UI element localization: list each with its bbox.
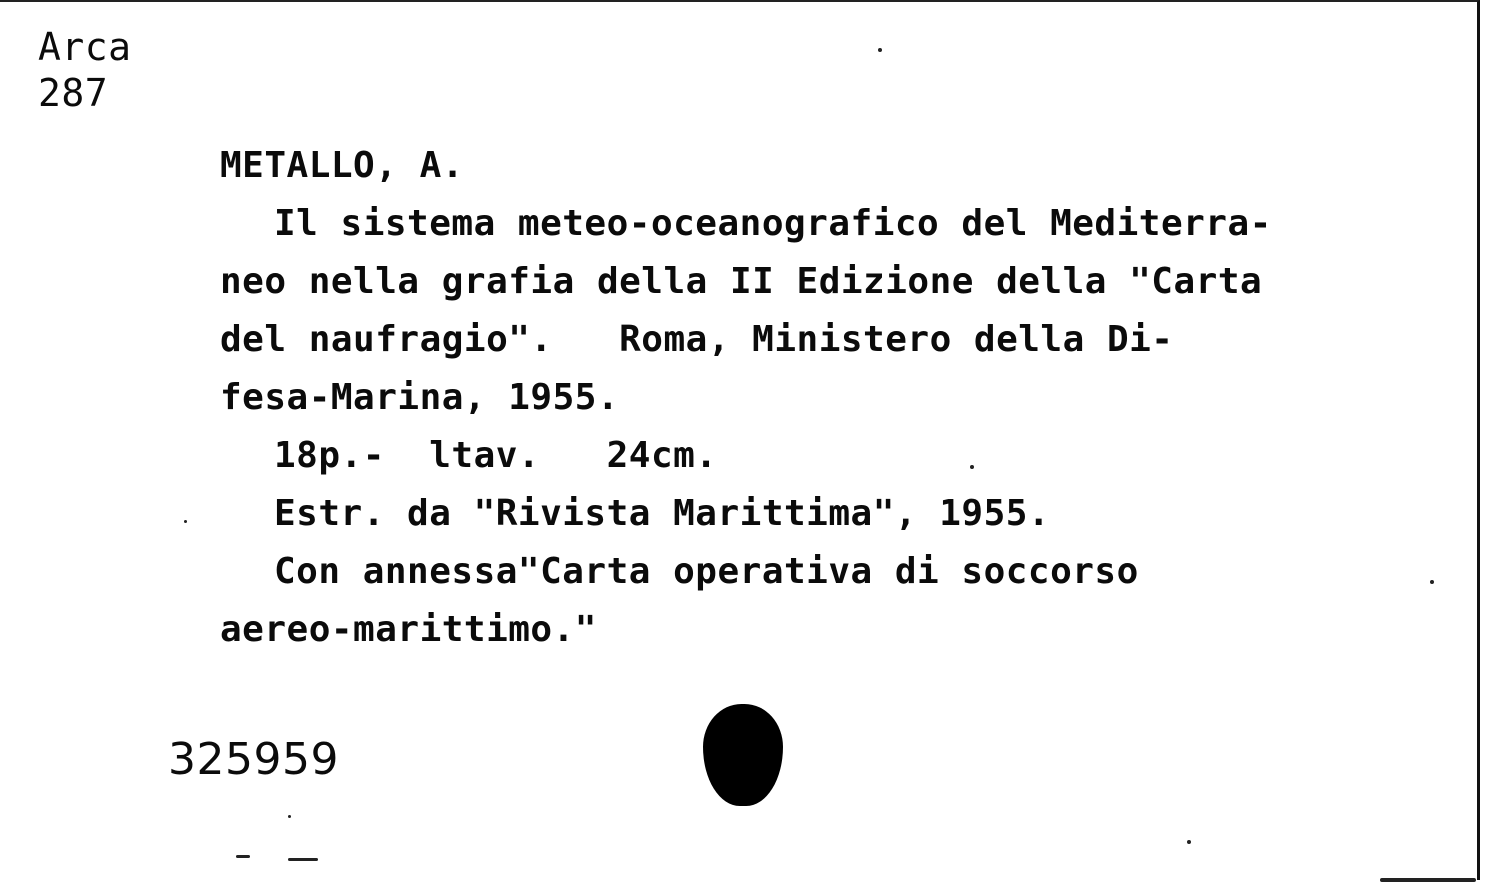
imprint-line-1: del naufragio". Roma, Ministero della Di- — [220, 319, 1174, 360]
shelf-mark-number: 287 — [38, 71, 109, 115]
speck-mark — [1380, 878, 1476, 882]
note-annex-line-2: aereo-marittimo." — [220, 609, 597, 650]
title-line-1: Il sistema meteo-oceanografico del Mediterra- — [274, 203, 1272, 244]
speck-mark — [1187, 840, 1191, 844]
punch-hole — [703, 704, 783, 806]
note-extract-line: Estr. da "Rivista Marittima", 1955. — [274, 493, 1051, 534]
inventory-number: 325959 — [168, 734, 339, 785]
shelf-mark-collection: Arca — [38, 25, 132, 69]
speck-mark — [1430, 580, 1434, 584]
imprint-line-2: fesa-Marina, 1955. — [220, 377, 620, 418]
speck-mark — [288, 858, 318, 861]
speck-mark — [878, 48, 882, 52]
author-heading: METALLO, A. — [220, 145, 464, 186]
shelf-mark — [38, 24, 132, 116]
speck-mark — [288, 815, 291, 818]
note-annex-line-1: Con annessa"Carta operativa di soccorso — [274, 551, 1139, 592]
collation-line: 18p.- ltav. 24cm. — [274, 435, 718, 476]
speck-mark — [184, 520, 187, 523]
speck-mark — [236, 855, 250, 858]
title-line-2: neo nella grafia della II Edizione della "Carta — [220, 261, 1263, 302]
speck-mark — [970, 465, 974, 469]
